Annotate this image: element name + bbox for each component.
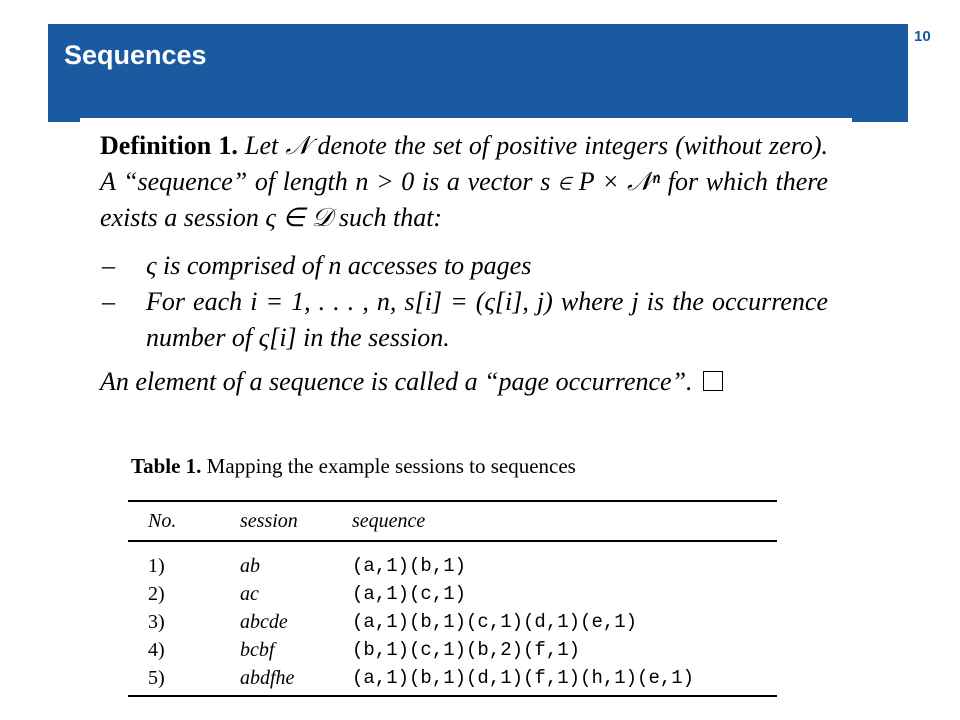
qed-box-icon [703,371,723,391]
row-sequence: (a,1)(b,1) [352,555,467,577]
table-caption-label: Table 1. [131,454,202,478]
row-sequence: (a,1)(b,1)(c,1)(d,1)(e,1) [352,611,638,633]
row-sequence: (a,1)(b,1)(d,1)(f,1)(h,1)(e,1) [352,667,695,689]
header-bar [48,24,908,122]
table-row [128,580,777,608]
column-header-sequence: sequence [352,509,426,532]
row-session: bcbf [240,638,275,661]
table-row [128,536,777,580]
row-session: ab [240,554,260,577]
row-session: ac [240,582,259,605]
condition-list [100,248,828,356]
column-header-session: session [240,509,298,532]
row-number: 2) [148,582,165,605]
row-number: 5) [148,666,165,689]
slide-title: Sequences [64,40,207,70]
table-caption-text: Mapping the example sessions to sequences [206,454,576,478]
definition-text: Let 𝒩 denote the set of positive integers (without zero). A “sequence” of length n > 0 is a vector s ∈ P × 𝒩ⁿ for which there exists a session ς ∈ 𝒟 such that: [100,131,829,232]
definition-block [100,128,828,400]
condition-text: ς is comprised of n accesses to pages [146,251,532,280]
row-session: abdfhe [240,666,295,689]
row-number: 4) [148,638,165,661]
conclusion-text [100,364,828,400]
table-caption [131,454,576,479]
definition-paragraph [100,128,828,236]
dash-bullet-icon: – [102,287,115,316]
row-sequence: (a,1)(c,1) [352,583,467,605]
table-row [128,608,777,636]
row-sequence: (b,1)(c,1)(b,2)(f,1) [352,639,581,661]
table-bottom-rule [128,695,777,697]
column-header-no: No. [148,509,177,532]
list-item [100,284,828,356]
table-header-row [128,506,777,536]
table-row [128,636,777,664]
page-number: 10 [914,28,931,45]
row-number: 3) [148,610,165,633]
condition-text: For each i = 1, . . . , n, s[i] = (ς[i], j) where j is the occurrence number of ς[i] in the session. [146,287,828,352]
row-number: 1) [148,554,165,577]
header-divider [80,118,852,126]
dash-bullet-icon: – [102,251,115,280]
list-item [100,248,828,284]
table-top-rule [128,500,777,502]
sequence-table [128,506,777,692]
conclusion-sentence: An element of a sequence is called a “page occurrence”. [100,367,693,396]
table-row [128,664,777,692]
row-session: abcde [240,610,288,633]
definition-label: Definition 1. [100,131,238,160]
